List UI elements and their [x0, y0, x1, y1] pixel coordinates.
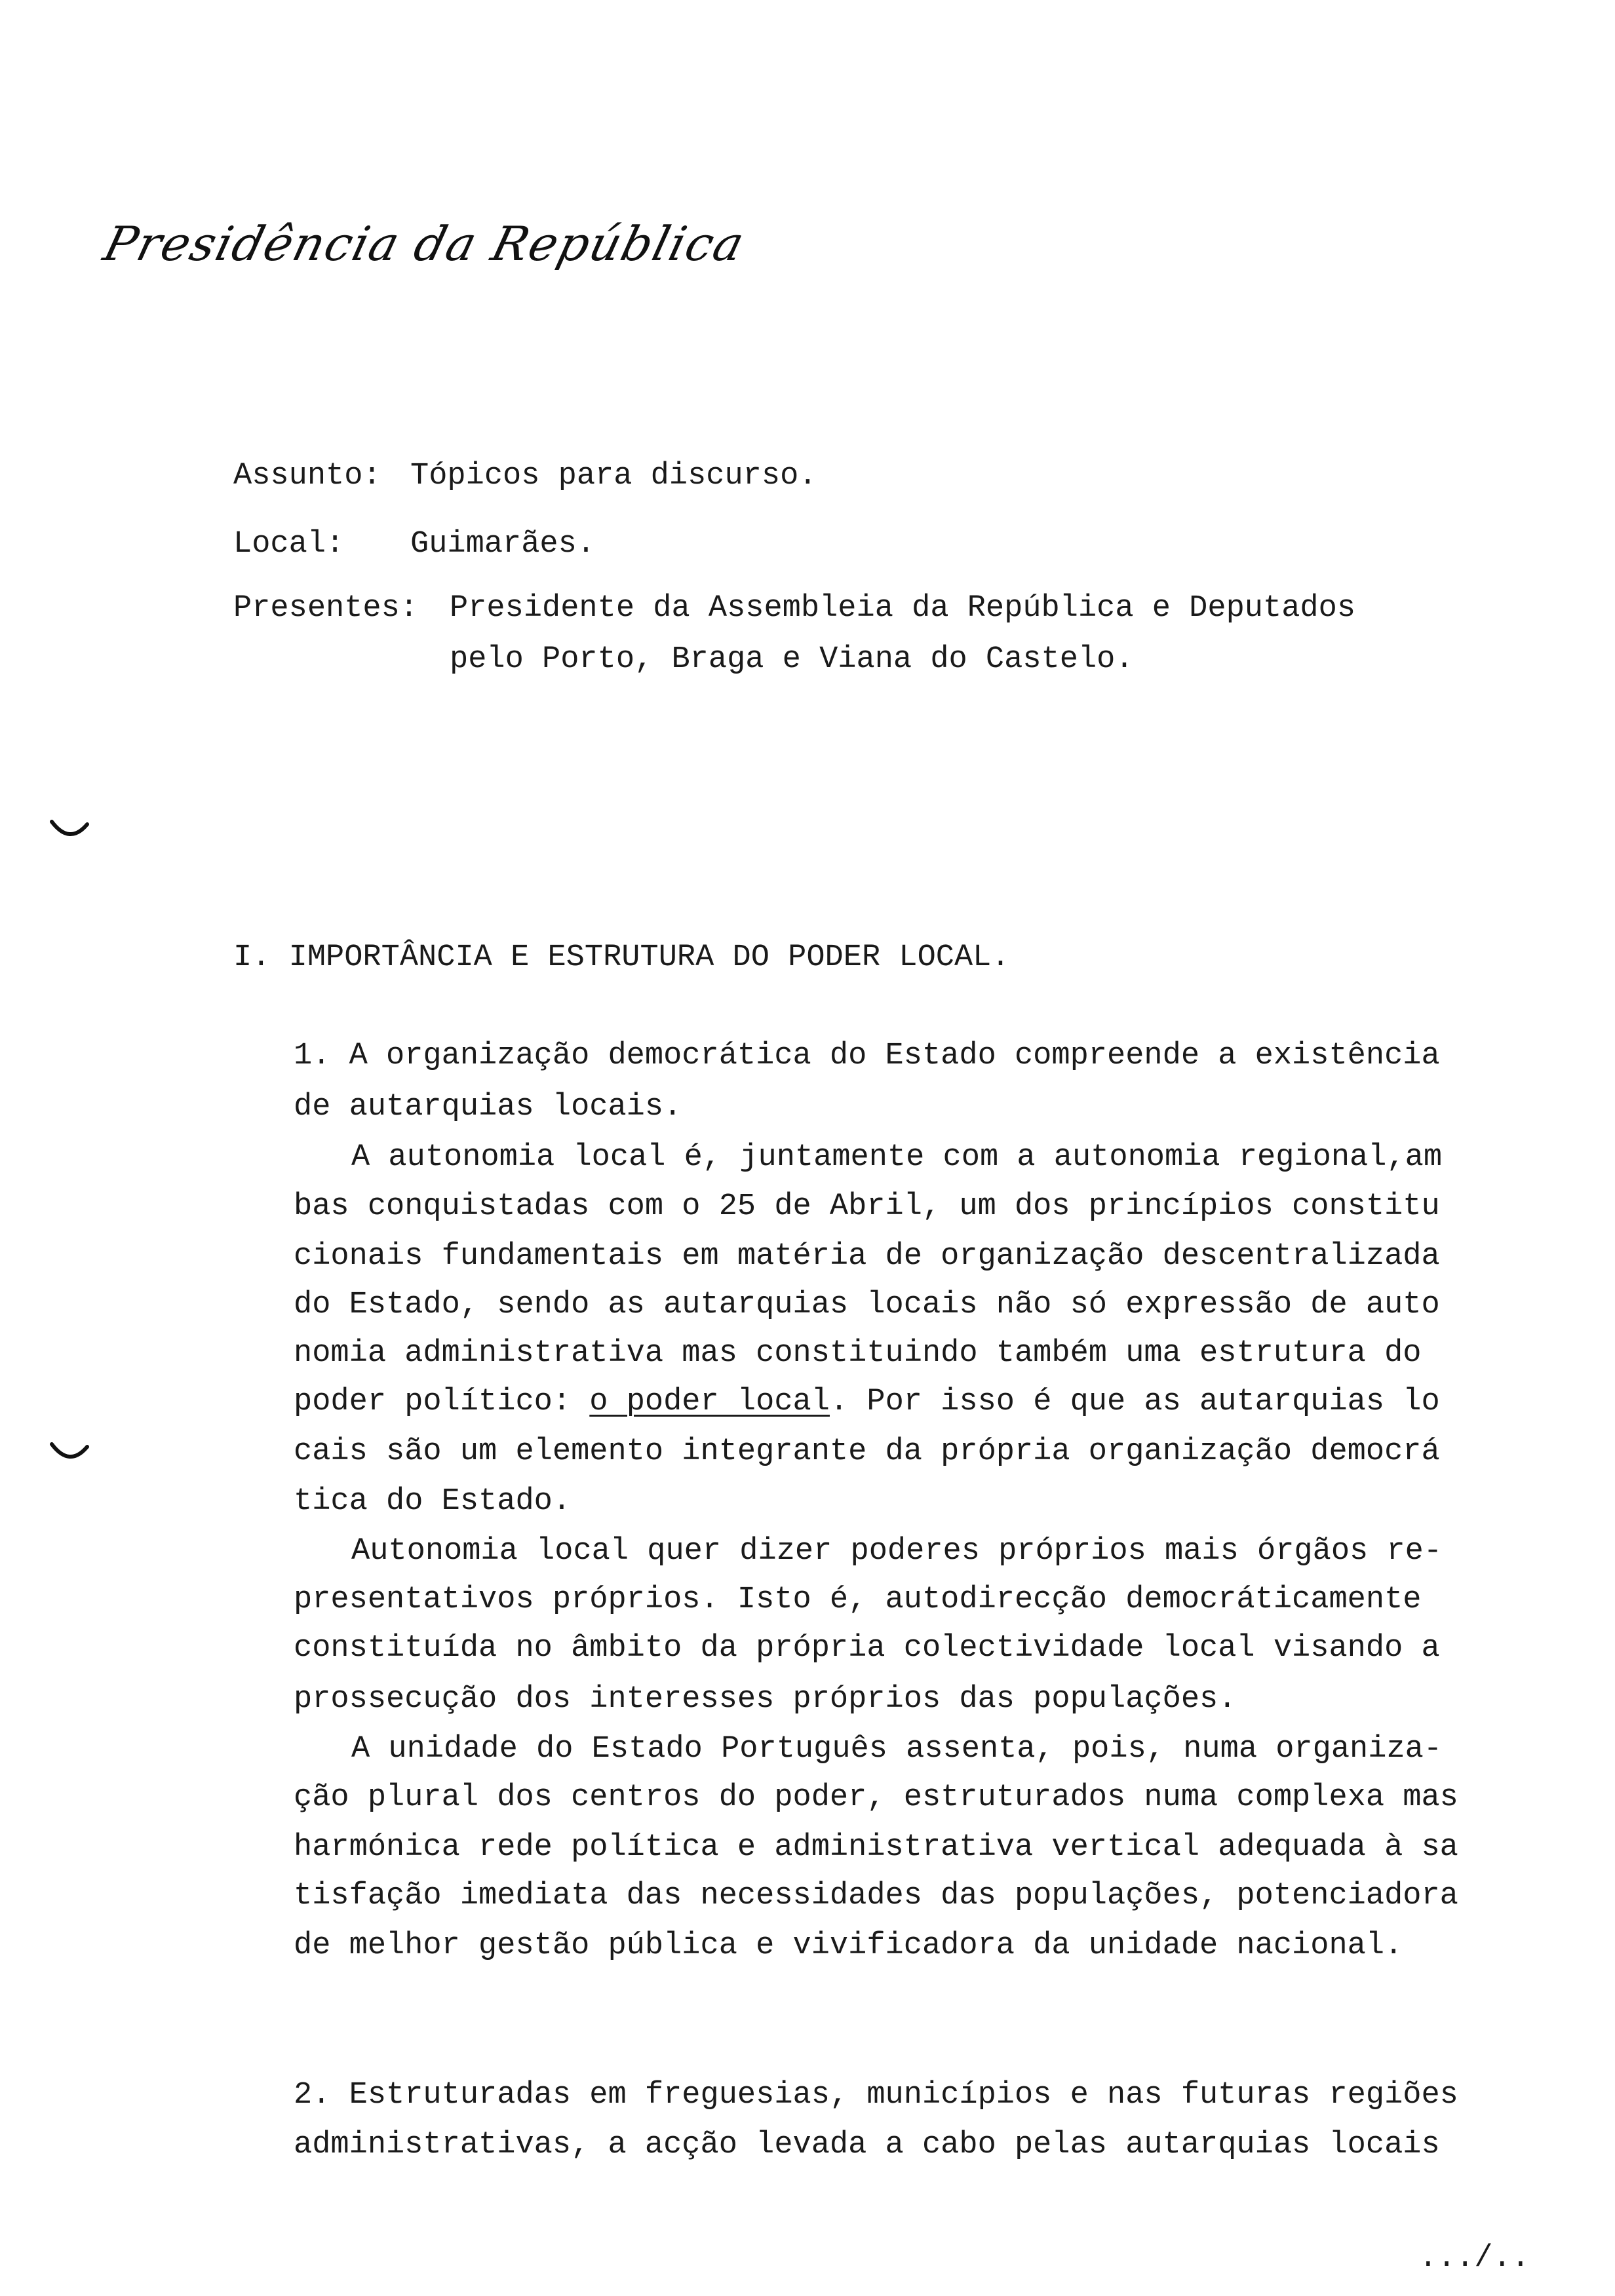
- para2-line-1: A autonomia local é, juntamente com a autonomia regional,am: [351, 1140, 1443, 1175]
- section-title: I. IMPORTÂNCIA E ESTRUTURA DO PODER LOCAL.: [233, 940, 1010, 975]
- poder-local-underlined: o poder local: [589, 1385, 830, 1419]
- para5-line-1: 2. Estruturadas em freguesias, municípios e nas futuras regiões: [294, 2078, 1458, 2113]
- para4-line-3: harmónica rede política e administrativa vertical adequada à sa: [294, 1830, 1458, 1865]
- letterhead-title: Presidência da República: [98, 216, 751, 271]
- para2-line-3: cionais fundamentais em matéria de organização descentralizada: [294, 1239, 1440, 1274]
- para2-line-6-pre: poder político:: [294, 1385, 590, 1419]
- para5-line-2: administrativas, a acção levada a cabo pelas autarquias locais: [294, 2128, 1440, 2162]
- para4-line-5: de melhor gestão pública e vivificadora da unidade nacional.: [294, 1928, 1403, 1963]
- para1-line-1: 1. A organização democrática do Estado compreende a existência: [294, 1039, 1440, 1073]
- assunto-label: Assunto:: [233, 459, 381, 493]
- presentes-line-1: Presidente da Assembleia da República e Deputados: [450, 591, 1356, 626]
- punch-mark-bottom: [49, 1442, 90, 1461]
- punch-mark-top: [49, 819, 90, 839]
- para2-line-6: [294, 1383, 1440, 1422]
- para2-line-8: tica do Estado.: [294, 1484, 572, 1519]
- local-label: Local:: [233, 527, 345, 562]
- para2-line-2: bas conquistadas com o 25 de Abril, um dos princípios constitu: [294, 1189, 1440, 1224]
- continuation-marker: .../..: [1418, 2241, 1530, 2276]
- para4-line-1: A unidade do Estado Português assenta, pois, numa organiza-: [351, 1732, 1443, 1767]
- para1-line-2: de autarquias locais.: [294, 1090, 682, 1124]
- para3-line-2: presentativos próprios. Isto é, autodirecção democráticamente: [294, 1582, 1422, 1617]
- para4-line-4: tisfação imediata das necessidades das populações, potenciadora: [294, 1879, 1458, 1913]
- para2-line-4: do Estado, sendo as autarquias locais não só expressão de auto: [294, 1288, 1440, 1322]
- para3-line-3: constituída no âmbito da própria colectividade local visando a: [294, 1631, 1440, 1666]
- presentes-line-2: pelo Porto, Braga e Viana do Castelo.: [450, 642, 1134, 677]
- presentes-label: Presentes:: [233, 591, 419, 626]
- assunto-value: Tópicos para discurso.: [410, 459, 817, 493]
- para3-line-1: Autonomia local quer dizer poderes próprios mais órgãos re-: [351, 1534, 1443, 1569]
- local-value: Guimarães.: [410, 527, 596, 562]
- para2-line-5: nomia administrativa mas constituindo também uma estrutura do: [294, 1336, 1422, 1371]
- para2-line-7: cais são um elemento integrante da própria organização democrá: [294, 1434, 1440, 1469]
- para4-line-2: ção plural dos centros do poder, estruturados numa complexa mas: [294, 1780, 1458, 1815]
- para2-line-6-post: . Por isso é que as autarquias lo: [829, 1385, 1440, 1419]
- para3-line-4: prossecução dos interesses próprios das populações.: [294, 1682, 1237, 1717]
